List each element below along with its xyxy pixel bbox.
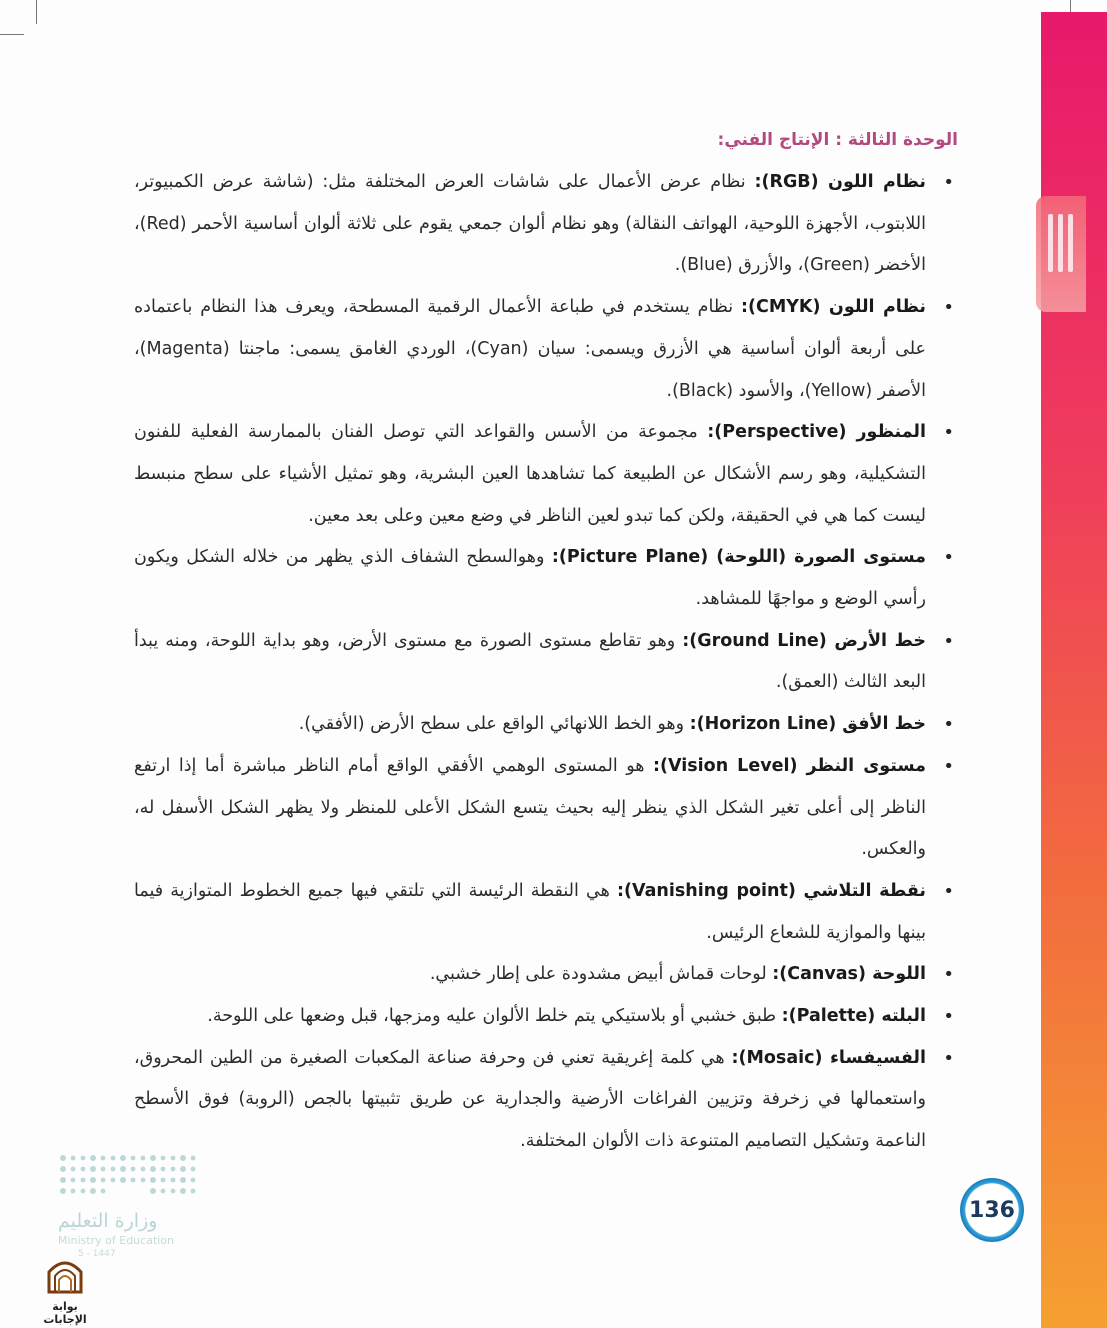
term-item: [134, 1038, 958, 1163]
unit-title: الوحدة الثالثة : الإنتاج الفني:: [717, 130, 958, 150]
ministry-name-en: Ministry of Education: [58, 1234, 175, 1247]
term-definition: مجموعة من الأسس والقواعد التي توصل الفنان بالممارسة الفعلية للفنون التشكيلية، وهو رسم الأشكال عن الطبيعة كما تشاهدها العين البشرية، وهو تمثيل الأشياء على سطح منبسط ليست كما هي في الحقيقة، ولكن كما تبدو لعين الناظر في وضع معين وعلى بعد معين.: [134, 422, 926, 526]
bookmark-tab-icon: [1036, 196, 1086, 312]
ministry-logo: [58, 1152, 208, 1259]
mosque-arch-icon: [45, 1254, 85, 1294]
term-item: [134, 287, 958, 412]
term-item: [134, 746, 958, 871]
term-definition: وهو الخط اللانهائي الواقع على سطح الأرض (الأفقي).: [298, 714, 690, 735]
term-label: مستوى الصورة (اللوحة) (Picture Plane):: [551, 547, 927, 568]
term-item: [134, 162, 958, 287]
term-label: نقطة التلاشي (Vanishing point):: [617, 880, 926, 901]
term-definition: لوحات قماش أبيض مشدودة على إطار خشبي.: [429, 964, 773, 985]
term-label: خط الأفق (Horizon Line):: [689, 714, 926, 735]
term-definition: وهوالسطح الشفاف الذي يظهر من خلاله الشكل ويكون رأسي الوضع و مواجهًا للمشاهد.: [134, 547, 926, 610]
term-label: البلته (Palette):: [781, 1006, 926, 1027]
term-label: الفسيفساء (Mosaic):: [731, 1047, 926, 1068]
page-number: 136: [960, 1178, 1024, 1242]
ministry-year: 5 - 1447: [78, 1249, 116, 1259]
term-item: [134, 954, 958, 996]
page-content: [134, 130, 958, 1163]
portal-label: بوابة الإجابات: [43, 1300, 87, 1326]
term-definition: طبق خشبي أو بلاستيكي يتم خلط الألوان عليه ومزجها، قبل وضعها على اللوحة.: [207, 1006, 782, 1027]
term-label: مستوى النظر (Vision Level):: [653, 755, 926, 776]
term-definition: وهو تقاطع مستوى الصورة مع مستوى الأرض، وهو بداية اللوحة، ومنه يبدأ البعد الثالث (العمق).: [134, 630, 926, 693]
term-definition: هي النقطة الرئيسة التي تلتقي فيها جميع الخطوط المتوازية فيما بينها والموازية للشعاع الرئيس.: [134, 880, 926, 943]
ministry-dots-icon: [58, 1152, 198, 1200]
ministry-name-ar: وزارة التعليم: [58, 1210, 158, 1232]
term-definition: هي كلمة إغريقية تعني فن وحرفة صناعة المكعبات الصغيرة من الطين المحروق، واستعمالها في زخرفة وتزيين الفراغات الأرضية والجدارية عن طريق تثبيتها بالجص (الروبة) فوق الأسطح الناعمة وتشكيل التصاميم المتنوعة ذات الألوان المختلفة.: [134, 1047, 926, 1152]
term-item: [134, 537, 958, 620]
term-label: اللوحة (Canvas):: [772, 964, 926, 985]
term-item: [134, 621, 958, 704]
term-label: نظام اللون (RGB):: [754, 172, 926, 192]
term-label: نظام اللون (CMYK):: [740, 297, 926, 318]
term-item: [134, 704, 958, 746]
term-item: [134, 412, 958, 537]
term-label: المنظور (Perspective):: [707, 422, 926, 443]
portal-logo: [30, 1254, 100, 1326]
term-item: [134, 996, 958, 1038]
crop-mark: [36, 0, 37, 24]
terms-list: [134, 162, 958, 1163]
term-definition: نظام يستخدم في طباعة الأعمال الرقمية المسطحة، ويعرف هذا النظام باعتماده على أربعة ألوان أساسية هي الأزرق ويسمى: سيان (Cyan)، الوردي الغامق يسمى: ماجنتا (Magenta)، الأصفر (Yellow)، والأسود (Black).: [134, 297, 926, 401]
term-item: [134, 871, 958, 954]
crop-mark: [0, 34, 24, 35]
term-definition: نظام عرض الأعمال على شاشات العرض المختلفة مثل: (شاشة عرض الكمبيوتر، اللابتوب، الأجهزة اللوحية، الهواتف النقالة) وهو نظام ألوان جمعي يقوم على ثلاثة ألوان أساسية الأحمر (Red)، الأخضر (Green)، والأزرق (Blue).: [134, 172, 926, 276]
term-label: خط الأرض (Ground Line):: [682, 630, 926, 651]
term-definition: هو المستوى الوهمي الأفقي الواقع أمام الناظر مباشرة أما إذا ارتفع الناظر إلى أعلى تغير الشكل الذي ينظر إليه بحيث يتسع الشكل الأعلى للمنظر ولا يظهر الشكل الأسفل له، والعكس.: [134, 755, 926, 860]
